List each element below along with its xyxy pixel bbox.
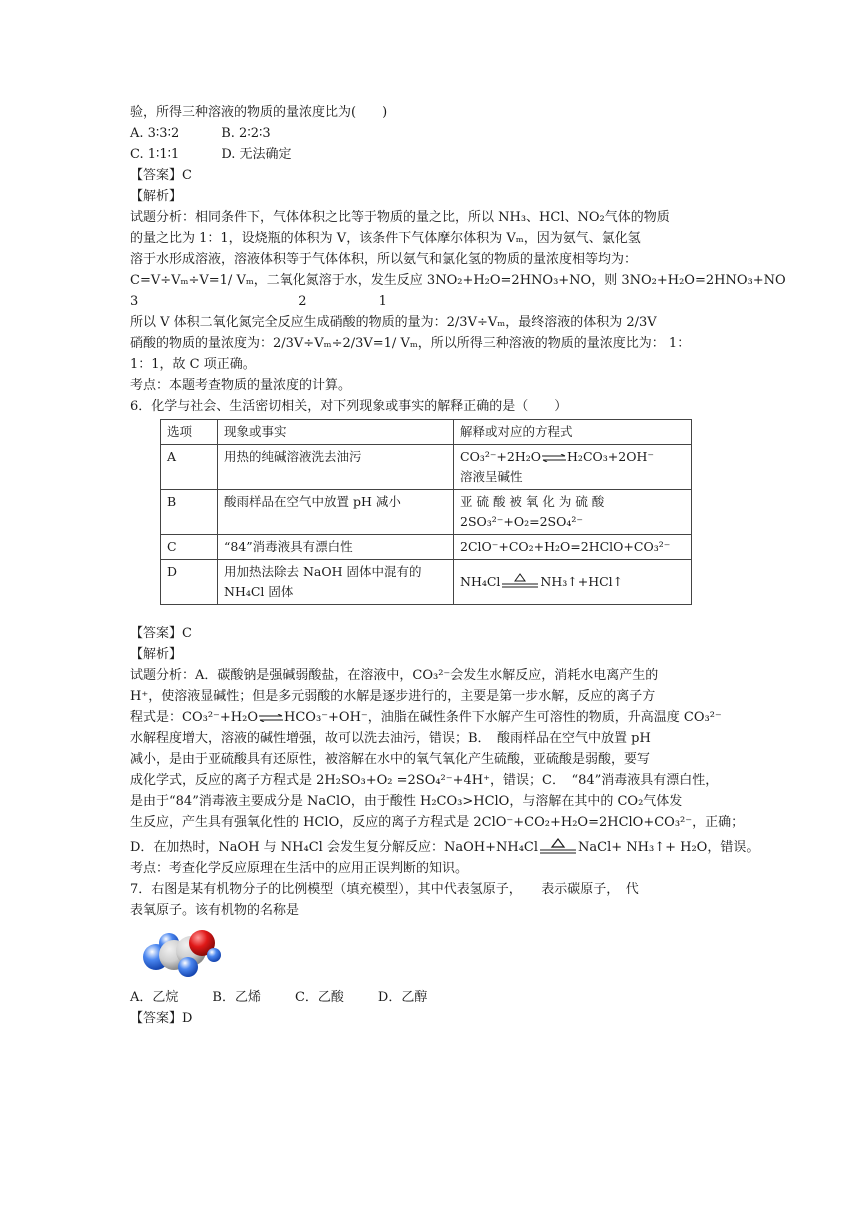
analysis-line: 硝酸的物质的量浓度为：2/3V÷Vₘ÷2/3V=1/ Vₘ，所以所得三种溶液的物质的量浓度比为： 1：	[130, 336, 691, 351]
heating-delta-icon	[538, 838, 578, 858]
analysis-line: 溶于水形成溶液，溶液体积等于气体体积，所以氨气和氯化氢的物质的量浓度相等均为：	[130, 252, 638, 267]
option-d: D. 无法确定	[221, 147, 292, 162]
question-6-stem: 6．化学与社会、生活密切相关，对下列现象或事实的解释正确的是（ ）	[130, 399, 568, 414]
equation: 2SO₃²⁻+O₂=2SO₄²⁻	[460, 514, 583, 529]
option-b: B. 2∶2∶3	[221, 126, 271, 141]
fact-line: NH₄Cl 固体	[224, 584, 294, 599]
molecule-model-icon	[136, 927, 226, 981]
explanation-text: 亚 硫 酸 被 氧 化 为 硫 酸	[460, 494, 605, 509]
table-cell-option: C	[161, 535, 218, 560]
option-c: C. 1∶1∶1	[130, 147, 180, 162]
analysis-line: 的量之比为 1：1，设烧瓶的体积为 V，该条件下气体摩尔体积为 Vₘ，因为氨气、氯化氢	[130, 231, 641, 246]
analysis-line: 是由于“84”消毒液主要成分是 NaClO，由于酸性 H₂CO₃>HClO，与溶解在其中的 CO₂气体发	[130, 794, 683, 809]
option-b: B．乙烯	[212, 990, 261, 1005]
equation-right: NaCl+ NH₃↑+ H₂O，错误。	[578, 840, 760, 855]
table-row	[161, 560, 692, 605]
analysis-label: 【解析】	[130, 189, 183, 204]
coef-2: 2	[298, 294, 307, 309]
analysis-line: C=V÷Vₘ÷V=1/ Vₘ，二氧化氮溶于水，发生反应 3NO₂+H₂O=2HNO₃+NO，则 3NO₂+H₂O=2HNO₃+NO	[130, 273, 786, 288]
document-page	[130, 102, 786, 1029]
table-row	[161, 445, 692, 490]
equation-left: CO₃²⁻+2H₂O	[460, 449, 542, 464]
table-header: 选项	[161, 420, 218, 445]
table-header: 现象或事实	[218, 420, 454, 445]
options-ab	[130, 123, 730, 144]
table-cell-explanation	[454, 560, 692, 605]
explanation-note: 溶液呈碱性	[460, 469, 523, 484]
equation-right: NH₃↑+HCl↑	[540, 573, 624, 589]
coef-3: 3	[130, 294, 139, 309]
heating-delta-icon	[500, 572, 540, 592]
reversible-arrow-icon	[258, 714, 284, 722]
analysis-line: 成化学式，反应的离子方程式是 2H₂SO₃+O₂ =2SO₄²⁻+4H⁺，错误；C． “84”消毒液具有漂白性，	[130, 773, 719, 788]
fact-line: 用加热法除去 NaOH 固体中混有的	[224, 564, 422, 579]
table-cell-fact	[218, 560, 454, 605]
table-header-row	[161, 420, 692, 445]
coef-1: 1	[378, 294, 387, 309]
table-cell-explanation	[454, 445, 692, 490]
table-header: 解释或对应的方程式	[454, 420, 692, 445]
analysis-line	[130, 837, 760, 858]
analysis-line	[130, 707, 730, 728]
question-6-table	[160, 419, 692, 605]
table-row	[161, 490, 692, 535]
answer-label: 【答案】C	[130, 168, 192, 183]
equation-left: 程式是：CO₃²⁻+H₂O	[130, 710, 258, 725]
analysis-line: 水解程度增大，溶液的碱性增强，故可以洗去油污，错误；B． 酸雨样品在空气中放置 pH	[130, 731, 651, 746]
question-5-stem-end: 验，所得三种溶液的物质的量浓度比为( )	[130, 105, 388, 120]
table-row	[161, 535, 692, 560]
question-7-stem: 表氧原子。该有机物的名称是	[130, 903, 300, 918]
analysis-label: 【解析】	[130, 647, 183, 662]
table-cell-fact: “84”消毒液具有漂白性	[218, 535, 454, 560]
analysis-line: 所以 V 体积二氧化氮完全反应生成硝酸的物质的量为：2/3V÷Vₘ，最终溶液的体积为 2/3V	[130, 315, 657, 330]
knowledge-point: 考点：本题考查物质的量浓度的计算。	[130, 378, 352, 393]
analysis-line: 试题分析：A．碳酸钠是强碱弱酸盐，在溶液中，CO₃²⁻会发生水解反应，消耗水电离产生的	[130, 668, 659, 683]
table-cell-explanation	[454, 490, 692, 535]
table-cell-explanation: 2ClO⁻+CO₂+H₂O=2HClO+CO₃²⁻	[454, 535, 692, 560]
analysis-line: 生反应，产生具有强氧化性的 HClO，反应的离子方程式是 2ClO⁻+CO₂+H₂O=2HClO+CO₃²⁻，正确；	[130, 815, 745, 830]
question-7-options	[130, 987, 730, 1008]
table-cell-option: D	[161, 560, 218, 605]
table-cell-fact: 用热的纯碱溶液洗去油污	[218, 445, 454, 490]
option-c: C．乙酸	[294, 990, 344, 1005]
option-a: A．乙烷	[130, 990, 179, 1005]
analysis-line: 试题分析：相同条件下，气体体积之比等于物质的量之比，所以 NH₃、HCl、NO₂气体的物质	[130, 210, 670, 225]
equation-right: H₂CO₃+2OH⁻	[567, 449, 654, 464]
table-cell-option: A	[161, 445, 218, 490]
option-a: A. 3∶3∶2	[130, 126, 180, 141]
equation-right: HCO₃⁻+OH⁻，油脂在碱性条件下水解产生可溶性的物质，升高温度 CO₃²⁻	[284, 710, 722, 725]
table-cell-fact: 酸雨样品在空气中放置 pH 减小	[218, 490, 454, 535]
equation-left: D．在加热时，NaOH 与 NH₄Cl 会发生复分解反应：NaOH+NH₄Cl	[130, 840, 539, 855]
answer-label: 【答案】D	[130, 1011, 193, 1026]
stoich-coefficients	[130, 291, 730, 312]
options-cd	[130, 144, 730, 165]
analysis-line: 减小，是由于亚硫酸具有还原性，被溶解在水中的氧气氧化产生硫酸，亚硫酸是弱酸，要写	[130, 752, 651, 767]
knowledge-point: 考点：考查化学反应原理在生活中的应用正误判断的知识。	[130, 861, 469, 876]
equation-left: NH₄Cl	[460, 573, 501, 589]
table-cell-option: B	[161, 490, 218, 535]
option-d: D．乙醇	[377, 990, 428, 1005]
analysis-line: H⁺，使溶液显碱性；但是多元弱酸的水解是逐步进行的，主要是第一步水解，反应的离子方	[130, 689, 656, 704]
analysis-line: 1：1，故 C 项正确。	[130, 357, 256, 372]
reversible-arrow-icon	[541, 454, 567, 462]
question-7-stem: 7．右图是某有机物分子的比例模型（填充模型），其中代表氢原子， 表示碳原子， 代	[130, 882, 639, 897]
answer-label: 【答案】C	[130, 626, 192, 641]
